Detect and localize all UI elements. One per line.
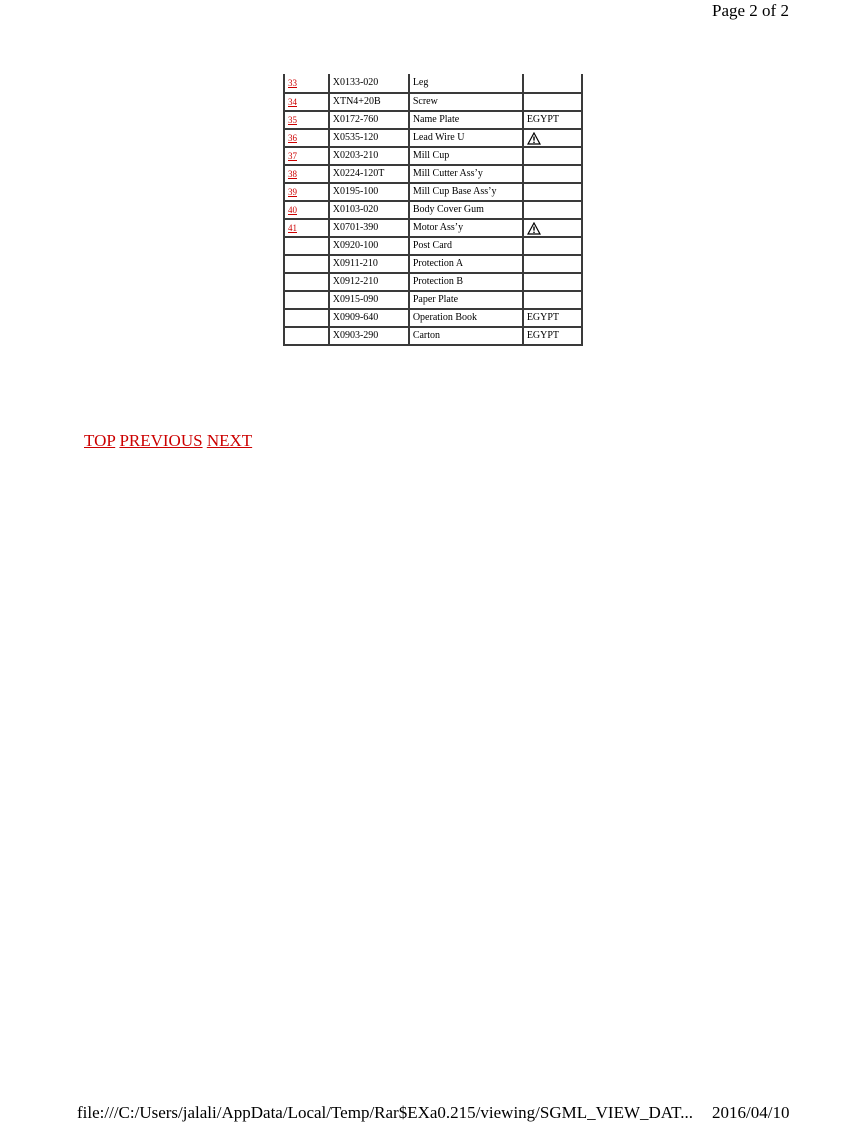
part-note-cell: EGYPT: [523, 111, 582, 129]
part-name-cell: Paper Plate: [409, 291, 523, 309]
warning-triangle-icon: [527, 222, 541, 235]
part-number-link[interactable]: 40: [288, 204, 297, 215]
part-code-cell: X0103-020: [329, 201, 409, 219]
part-number-cell: [284, 291, 329, 309]
part-number-cell: [284, 237, 329, 255]
part-note-cell: [523, 74, 582, 93]
part-code-cell: X0915-090: [329, 291, 409, 309]
part-name-cell: Mill Cutter Ass’y: [409, 165, 523, 183]
part-number-link[interactable]: 37: [288, 150, 297, 161]
part-code-cell: X0224-120T: [329, 165, 409, 183]
part-code-cell: X0903-290: [329, 327, 409, 345]
part-name-cell: Protection B: [409, 273, 523, 291]
part-number-cell: [284, 74, 329, 93]
part-name-cell: Protection A: [409, 255, 523, 273]
part-number-link[interactable]: 35: [288, 114, 297, 125]
part-name-cell: Name Plate: [409, 111, 523, 129]
part-code-cell: X0133-020: [329, 74, 409, 93]
part-note-cell: [523, 165, 582, 183]
table-row: [284, 183, 582, 201]
part-note-cell: [523, 291, 582, 309]
part-name-cell: Carton: [409, 327, 523, 345]
part-name-cell: Leg: [409, 74, 523, 93]
footer-file-path: file:///C:/Users/jalali/AppData/Local/Temp/Rar$EXa0.215/viewing/SGML_VIEW_DAT...: [77, 1103, 694, 1122]
table-row: [284, 327, 582, 345]
part-name-cell: Lead Wire U: [409, 129, 523, 147]
part-number-cell: [284, 165, 329, 183]
page-indicator: Page 2 of 2: [712, 1, 789, 20]
part-name-cell: Post Card: [409, 237, 523, 255]
part-number-cell: [284, 93, 329, 111]
table-row: [284, 129, 582, 147]
part-code-cell: X0909-640: [329, 309, 409, 327]
table-row: [284, 273, 582, 291]
table-row: [284, 255, 582, 273]
part-code-cell: X0535-120: [329, 129, 409, 147]
part-number-cell: [284, 201, 329, 219]
warning-triangle-icon: [527, 132, 541, 145]
part-number-link[interactable]: 41: [288, 222, 297, 233]
part-note-cell: [523, 237, 582, 255]
part-number-link[interactable]: 39: [288, 186, 297, 197]
part-number-cell: [284, 273, 329, 291]
part-note-cell: [523, 147, 582, 165]
part-number-link[interactable]: 36: [288, 132, 297, 143]
part-code-cell: X0203-210: [329, 147, 409, 165]
part-number-cell: [284, 309, 329, 327]
table-row: [284, 201, 582, 219]
part-code-cell: X0920-100: [329, 237, 409, 255]
part-note-cell: EGYPT: [523, 327, 582, 345]
table-row: [284, 93, 582, 111]
part-number-cell: [284, 129, 329, 147]
part-code-cell: X0911-210: [329, 255, 409, 273]
part-note-cell: [523, 183, 582, 201]
part-note-cell: [523, 129, 582, 147]
next-link[interactable]: NEXT: [206, 431, 253, 450]
part-code-cell: X0195-100: [329, 183, 409, 201]
parts-table-body: [284, 74, 582, 345]
table-row: [284, 219, 582, 237]
part-note-cell: [523, 255, 582, 273]
part-note-cell: EGYPT: [523, 309, 582, 327]
table-row: [284, 165, 582, 183]
footer-date: 2016/04/10: [712, 1103, 790, 1122]
part-name-cell: Motor Ass’y: [409, 219, 523, 237]
table-row: [284, 111, 582, 129]
table-row: [284, 74, 582, 93]
table-row: [284, 291, 582, 309]
part-name-cell: Body Cover Gum: [409, 201, 523, 219]
part-number-link[interactable]: 33: [288, 77, 297, 88]
part-number-cell: [284, 255, 329, 273]
part-code-cell: X0912-210: [329, 273, 409, 291]
part-note-cell: [523, 219, 582, 237]
part-name-cell: Operation Book: [409, 309, 523, 327]
part-code-cell: X0701-390: [329, 219, 409, 237]
page-navigation: [84, 430, 252, 452]
part-number-link[interactable]: 34: [288, 96, 297, 107]
part-number-cell: [284, 219, 329, 237]
part-note-cell: [523, 201, 582, 219]
table-row: [284, 147, 582, 165]
part-number-cell: [284, 183, 329, 201]
part-number-cell: [284, 147, 329, 165]
part-code-cell: X0172-760: [329, 111, 409, 129]
part-number-cell: [284, 111, 329, 129]
part-number-cell: [284, 327, 329, 345]
part-name-cell: Mill Cup: [409, 147, 523, 165]
top-link[interactable]: TOP: [84, 431, 116, 450]
part-number-link[interactable]: 38: [288, 168, 297, 179]
part-note-cell: [523, 273, 582, 291]
part-name-cell: Mill Cup Base Ass’y: [409, 183, 523, 201]
previous-link[interactable]: PREVIOUS: [119, 431, 203, 450]
part-note-cell: [523, 93, 582, 111]
table-row: [284, 237, 582, 255]
part-name-cell: Screw: [409, 93, 523, 111]
part-code-cell: XTN4+20B: [329, 93, 409, 111]
parts-table: [283, 74, 583, 346]
table-row: [284, 309, 582, 327]
